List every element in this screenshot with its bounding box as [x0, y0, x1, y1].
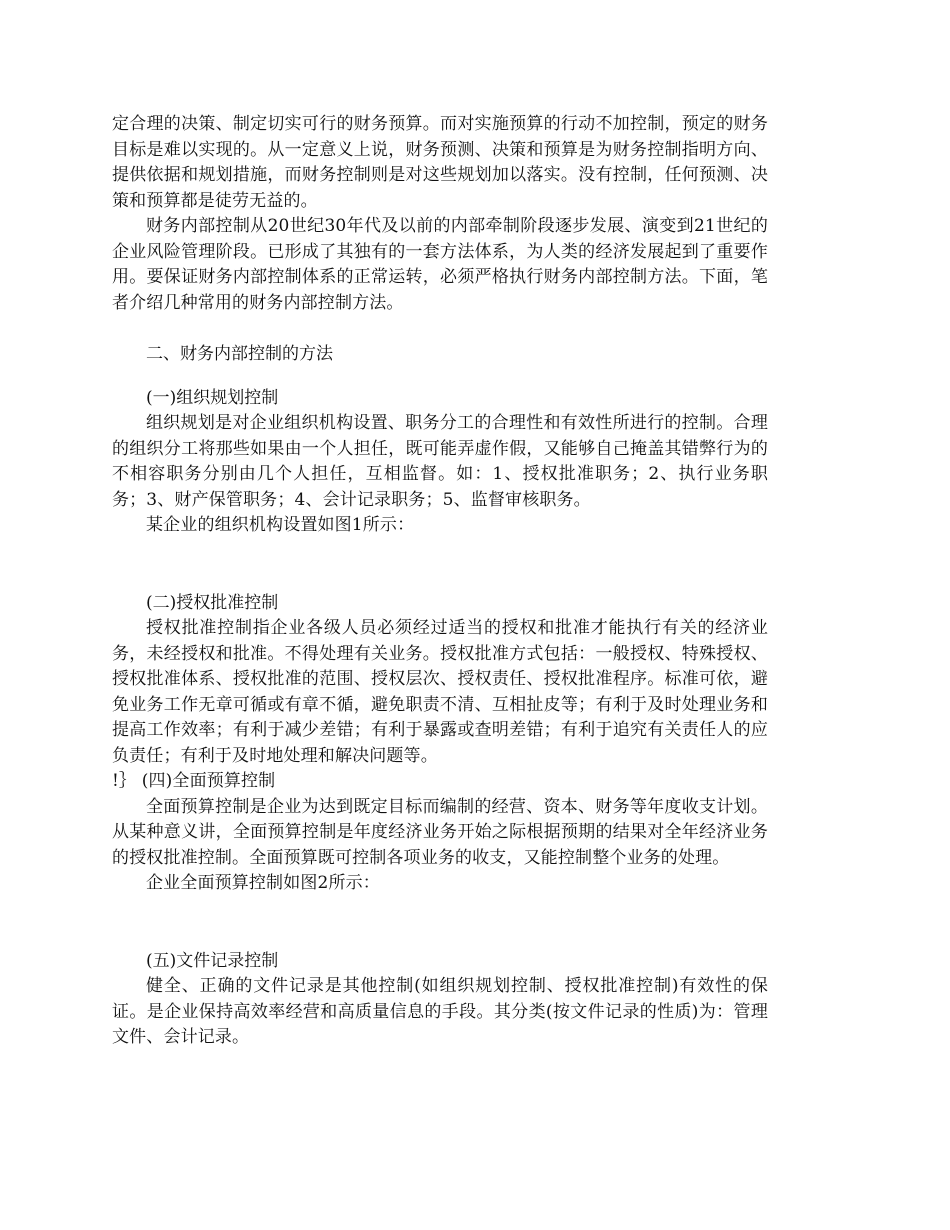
figure1-placeholder: [112, 539, 768, 591]
subsection-heading-budget-line: [112, 769, 768, 795]
paragraph-internal-control-history: 财务内部控制从20世纪30年代及以前的内部牵制阶段逐步发展、演变到21世纪的企业风险管理阶段。已形成了其独有的一套方法体系，为人类的经济发展起到了重要作用。要保证财务内部控制体系的正常运转，必须严格执行财务内部控制方法。下面，笔者介绍几种常用的财务内部控制方法。: [112, 216, 768, 313]
subsection-heading-authorization: (二)授权批准控制: [146, 592, 279, 613]
subsection-heading-budget: (四)全面预算控制: [141, 771, 276, 791]
section-heading-methods: 二、财务内部控制的方法: [146, 344, 333, 364]
document-page: [112, 112, 768, 1051]
stray-characters: !｝: [112, 771, 137, 791]
paragraph-budget: 全面预算控制是企业为达到既定目标而编制的经营、资本、财务等年度收支计划。从某种意义讲，全面预算控制是年度经济业务开始之际根据预期的结果对全年经济业务的授权批准控制。全面预算既可控制各项业务的收支，又能控制整个业务的处理。: [112, 796, 768, 868]
paragraph-records: 健全、正确的文件记录是其他控制(如组织规划控制、授权批准控制)有效性的保证。是企业保持高效率经营和高质量信息的手段。其分类(按文件记录的性质)为：管理文件、会计记录。: [112, 976, 768, 1047]
subsection-heading-records: (五)文件记录控制: [146, 950, 279, 971]
paragraph-budget-control: 定合理的决策、制定切实可行的财务预算。而对实施预算的行动不加控制，预定的财务目标是难以实现的。从一定意义上说，财务预测、决策和预算是为财务控制指明方向、提供依据和规划措施，而财务控制则是对这些规划加以落实。没有控制，任何预测、决策和预算都是徒劳无益的。: [112, 114, 768, 211]
spacer: [112, 316, 768, 342]
paragraph-figure2-reference: 企业全面预算控制如图2所示：: [146, 873, 380, 893]
figure2-placeholder: [112, 897, 768, 949]
paragraph-organization-planning: 组织规划是对企业组织机构设置、职务分工的合理性和有效性所进行的控制。合理的组织分工将那些如果由一个人担任，既可能弄虚作假，又能够自己掩盖其错弊行为的不相容职务分别由几个人担任，互相监督。如：1、授权批准职务；2、执行业务职务；3、财产保管职务；4、会计记录职务；5、监督审核职务。: [112, 413, 768, 510]
spacer: [112, 368, 768, 386]
paragraph-authorization: 授权批准控制指企业各级人员必须经过适当的授权和批准才能执行有关的经济业务，未经授权和批准。不得处理有关业务。授权批准方式包括：一般授权、特殊授权、授权批准体系、授权批准的范围、授权层次、授权责任、授权批准程序。标准可依，避免业务工作无章可循或有章不循，避免职责不清、互相扯皮等；有利于及时处理业务和提高工作效率；有利于减少差错；有利于暴露或查明差错；有利于追究有关责任人的应负责任；有利于及时地处理和解决问题等。: [112, 618, 768, 766]
subsection-heading-organization-planning: (一)组织规划控制: [146, 387, 279, 408]
paragraph-figure1-reference: 某企业的组织机构设置如图1所示：: [146, 515, 415, 535]
